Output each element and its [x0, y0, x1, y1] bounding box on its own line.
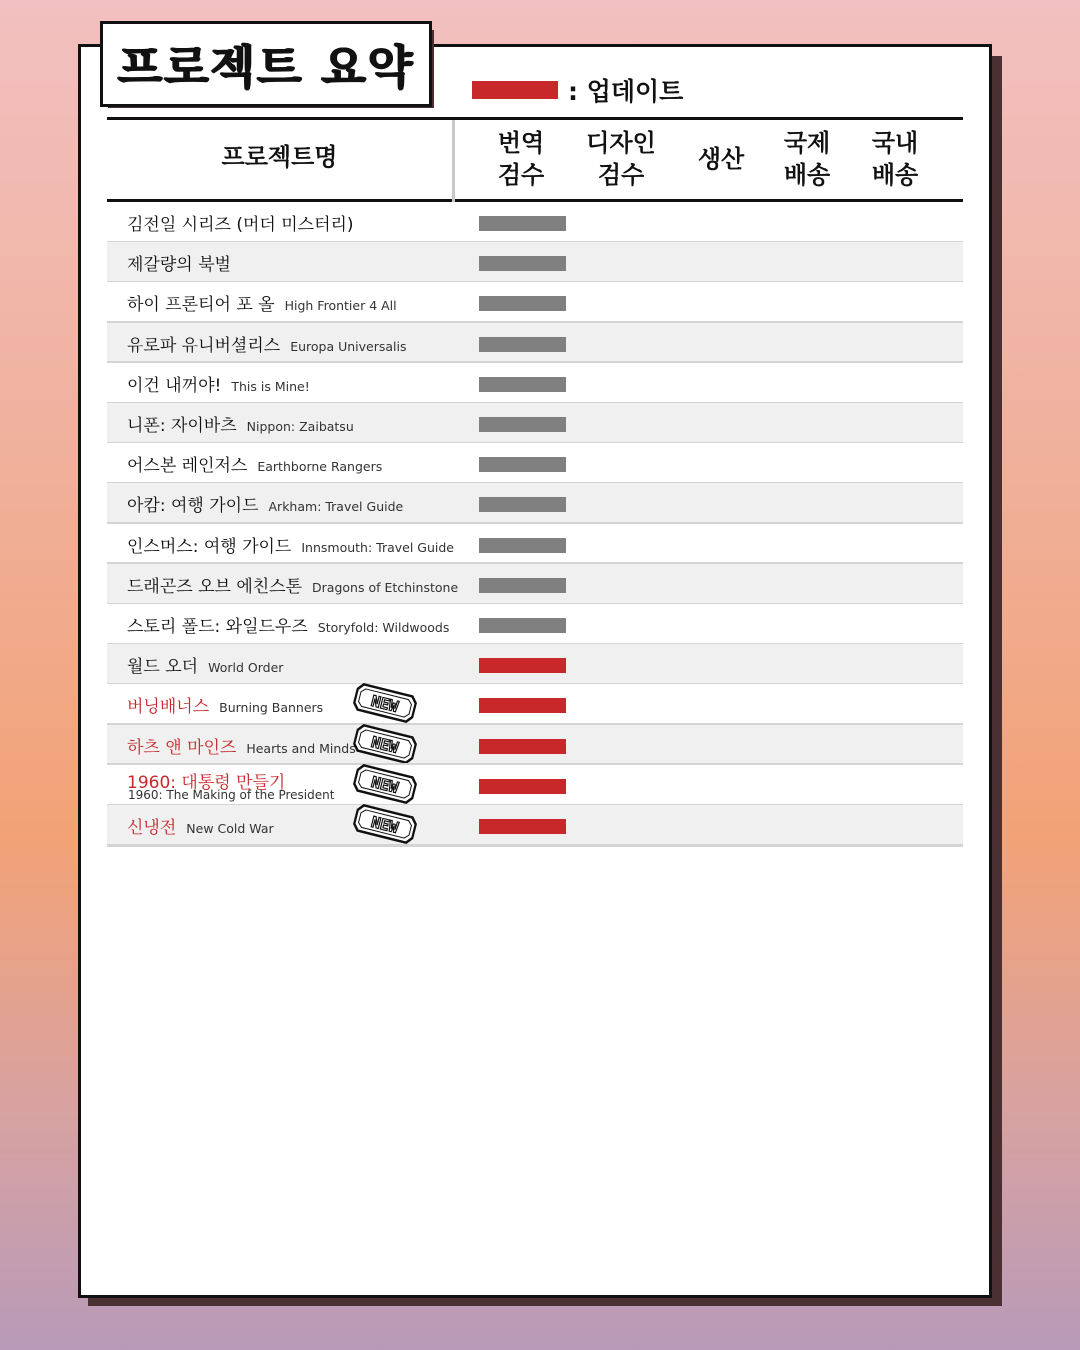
- project-name: [127, 210, 354, 235]
- table-row: [107, 282, 963, 322]
- column-header-design: [576, 127, 666, 191]
- column-header-line: 배송: [871, 161, 919, 189]
- project-name: [127, 572, 458, 597]
- progress-bar-translation: [479, 578, 566, 593]
- table-row: [107, 604, 963, 644]
- project-name-ko: 유로파 유니버셜리스: [127, 335, 281, 356]
- column-header-line: 생산: [697, 145, 745, 173]
- progress-bar-translation: [479, 256, 566, 271]
- project-name: [127, 733, 356, 758]
- column-header-line: 국제: [783, 129, 831, 157]
- progress-bar-translation: [479, 698, 566, 713]
- project-name-ko: 제갈량의 북벌: [127, 255, 231, 276]
- project-name-en: Europa Universalis: [290, 338, 407, 354]
- column-header-line: 디자인: [586, 129, 656, 157]
- project-name-ko: 하츠 앤 마인즈: [127, 737, 237, 758]
- project-name-ko: 인스머스: 여행 가이드: [127, 536, 292, 557]
- column-header-name: 프로젝트명: [221, 143, 338, 171]
- table-row: [107, 644, 963, 684]
- project-name-ko: 스토리 폴드: 와일드우즈: [127, 617, 308, 637]
- project-name-ko: 이건 내꺼야!: [127, 375, 222, 396]
- project-name-ko: 월드 오더: [127, 657, 199, 678]
- page-title: 프로젝트 요약: [117, 40, 415, 94]
- project-name-en: Burning Banners: [219, 700, 324, 716]
- column-header-intl-shipping: [764, 127, 850, 191]
- column-header-line: 번역: [497, 129, 545, 157]
- project-name-ko: 1960: 대통령 만들기: [127, 772, 286, 793]
- progress-bar-translation: [479, 618, 566, 633]
- progress-bar-translation: [479, 417, 566, 432]
- progress-bar-translation: [479, 739, 566, 754]
- progress-bar-translation: [479, 216, 566, 231]
- table-row: [107, 202, 963, 242]
- progress-bar-translation: [479, 819, 566, 834]
- new-badge-label: NEW: [369, 772, 401, 797]
- project-name-en: Arkham: Travel Guide: [268, 499, 404, 515]
- project-name-ko: 드래곤즈 오브 에친스톤: [127, 576, 303, 597]
- column-header-production: [678, 143, 764, 175]
- project-name-en: Hearts and Minds: [246, 740, 356, 756]
- table-row: [107, 564, 963, 604]
- project-name-ko: 어스본 레인저스: [127, 456, 248, 477]
- new-badge-icon: [351, 802, 418, 846]
- legend-label: : 업데이트: [568, 77, 684, 106]
- project-name: [127, 290, 397, 315]
- column-header-line: 배송: [783, 161, 831, 189]
- progress-bar-translation: [479, 457, 566, 472]
- project-name-ko: 버닝배너스: [127, 697, 210, 718]
- table-row: [107, 323, 963, 363]
- project-name: [127, 692, 323, 717]
- progress-bar-translation: [479, 497, 566, 512]
- new-badge-icon: [351, 722, 418, 766]
- table-row: [107, 483, 963, 523]
- project-name-ko: 아캄: 여행 가이드: [127, 496, 259, 517]
- project-name-en: 1960: The Making of the President: [128, 787, 335, 802]
- new-badge-label: NEW: [369, 812, 401, 837]
- table-row: [107, 684, 963, 724]
- column-header-line: 검수: [497, 161, 545, 189]
- project-name-en: This is Mine!: [231, 378, 310, 394]
- project-name: [127, 371, 310, 396]
- progress-bar-translation: [479, 296, 566, 311]
- new-badge-label: NEW: [369, 692, 401, 717]
- title-box: [100, 21, 432, 107]
- project-name: [127, 612, 449, 637]
- project-name: [127, 532, 454, 557]
- project-name-en: Earthborne Rangers: [257, 459, 383, 475]
- progress-bar-translation: [479, 337, 566, 352]
- new-badge-icon: [351, 681, 418, 725]
- column-header-line: 국내: [871, 129, 919, 157]
- project-name-ko: 신냉전: [127, 818, 177, 838]
- new-badge-label: NEW: [369, 732, 401, 757]
- table-row: [107, 242, 963, 282]
- project-name: [127, 451, 382, 476]
- project-name: [127, 411, 354, 436]
- table-row: [107, 725, 963, 765]
- row-divider: [107, 844, 963, 847]
- table-row: [107, 805, 963, 845]
- project-name: [127, 652, 283, 677]
- project-name-ko: 하이 프론티어 포 올: [127, 295, 275, 316]
- legend-swatch: [472, 81, 558, 99]
- project-name: [127, 491, 403, 516]
- project-name-en: Nippon: Zaibatsu: [246, 419, 354, 434]
- table-row: [107, 403, 963, 443]
- project-name: [127, 331, 407, 356]
- column-header-line: 검수: [597, 161, 645, 189]
- table-row: [107, 765, 963, 805]
- progress-bar-translation: [479, 779, 566, 794]
- project-name-ko: 니폰: 자이바츠: [127, 416, 237, 436]
- project-name-en: World Order: [208, 660, 284, 676]
- project-name-en: High Frontier 4 All: [284, 298, 397, 314]
- project-name-en: Storyfold: Wildwoods: [317, 620, 450, 635]
- project-name-en: Innsmouth: Travel Guide: [301, 539, 454, 555]
- column-header-domestic-shipping: [852, 127, 938, 191]
- project-name: [127, 250, 231, 275]
- table-top-rule: [107, 117, 963, 120]
- new-badge-icon: [351, 762, 418, 806]
- project-name-ko: 김전일 시리즈 (머더 미스터리): [127, 215, 354, 235]
- project-name-en: Dragons of Etchinstone: [312, 579, 459, 595]
- table-row: [107, 524, 963, 564]
- progress-bar-translation: [479, 658, 566, 673]
- table-row: [107, 363, 963, 403]
- progress-bar-translation: [479, 377, 566, 392]
- project-name-en: New Cold War: [186, 821, 274, 836]
- project-name: [127, 813, 274, 838]
- table-row: [107, 443, 963, 483]
- progress-bar-translation: [479, 538, 566, 553]
- column-header-translation: [478, 127, 564, 191]
